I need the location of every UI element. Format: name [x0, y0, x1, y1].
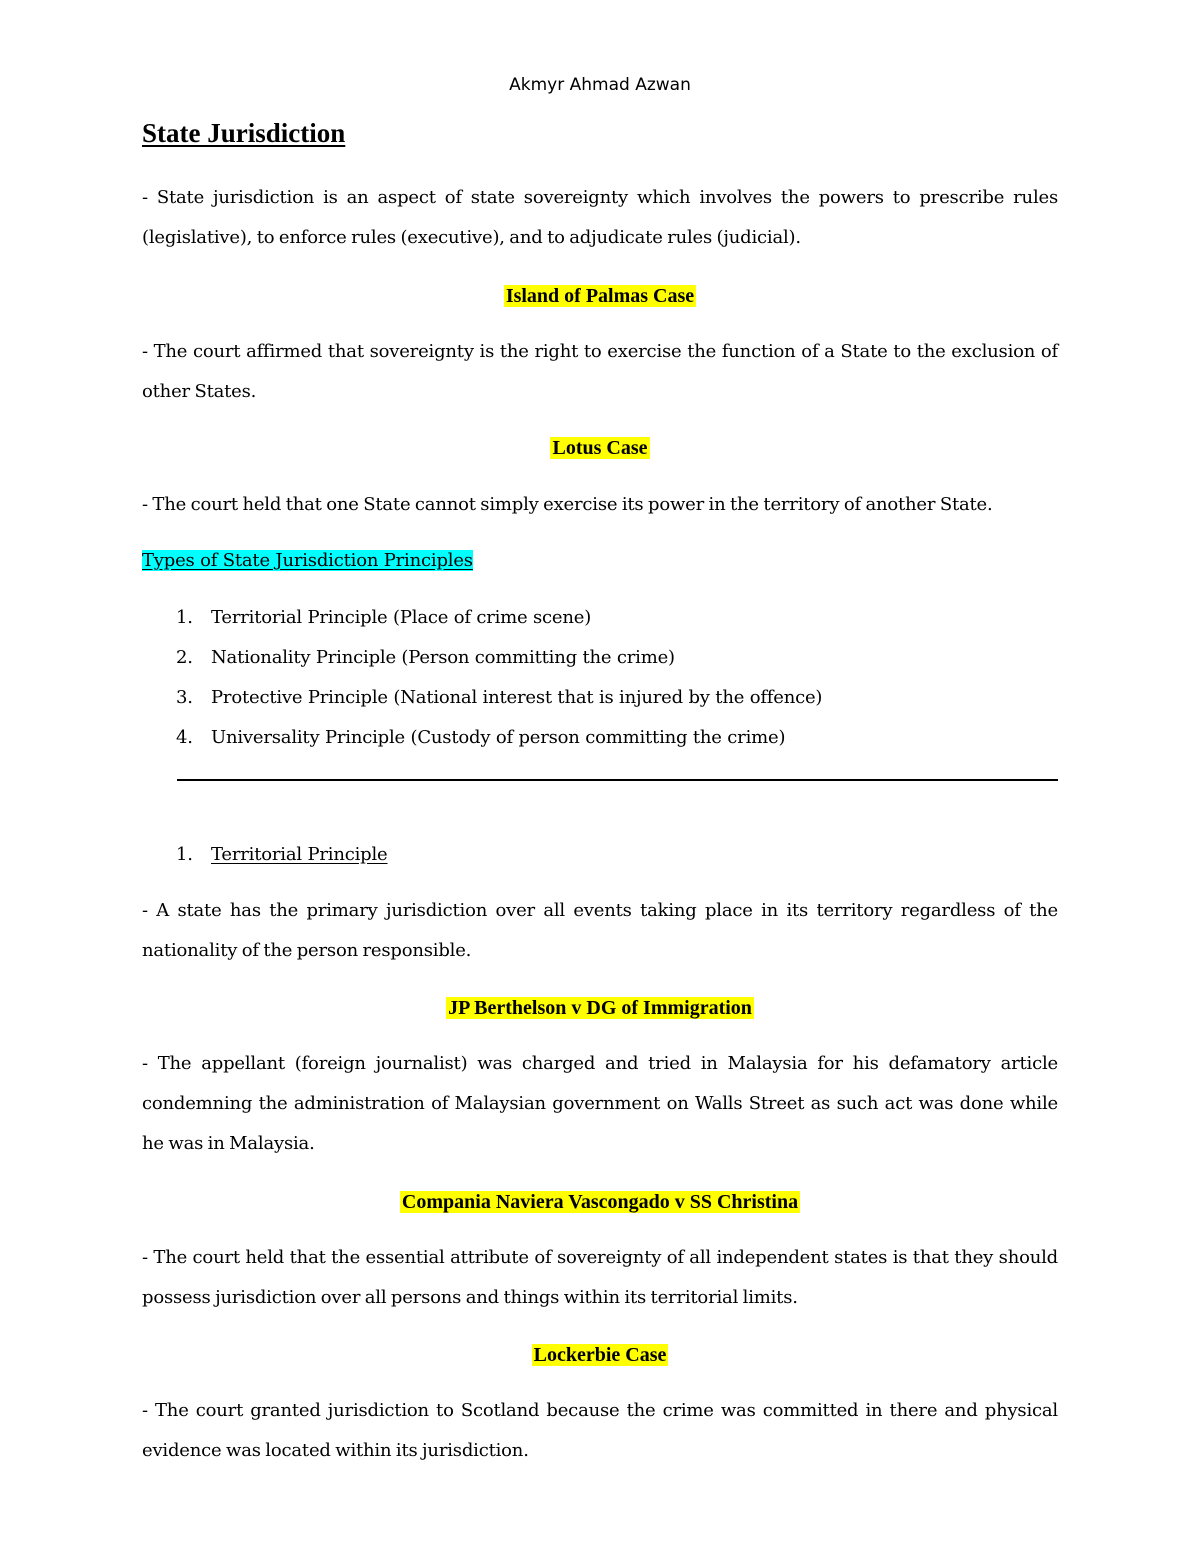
sub-heading-number: 1.: [176, 844, 193, 865]
list-item: [176, 643, 1056, 683]
horizontal-divider: [177, 779, 1058, 781]
intro-paragraph: - State jurisdiction is an aspect of state sovereignty which involves the powers to prescribe rules (legislative), to enforce rules (executive), and to adjudicate rules (judicial).: [142, 187, 1058, 248]
page-header-author: Akmyr Ahmad Azwan: [509, 75, 691, 95]
case-summary-compania-naviera: - The court held that the essential attribute of sovereignty of all independent states is that they should possess jurisdiction over all persons and things within its territorial limits.: [142, 1247, 1058, 1308]
sub-heading-label: Territorial Principle: [211, 844, 388, 865]
case-heading-lockerbie: [142, 1340, 1058, 1370]
types-heading-label: Types of State Jurisdiction Principles: [142, 550, 473, 571]
case-heading-berthelson: [142, 993, 1058, 1023]
case-summary-island-of-palmas: - The court affirmed that sovereignty is the right to exercise the function of a State to the exclusion of other States.: [142, 341, 1058, 402]
list-item-number: 3.: [176, 687, 193, 708]
list-item-number: 1.: [176, 607, 193, 628]
case-summary-lockerbie: - The court granted jurisdiction to Scotland because the crime was committed in there and physical evidence was located within its jurisdiction.: [142, 1400, 1058, 1461]
list-item-text: Protective Principle (National interest that is injured by the offence): [211, 687, 823, 708]
list-item-text: Nationality Principle (Person committing the crime): [211, 647, 675, 668]
case-heading-label: Island of Palmas Case: [505, 285, 695, 307]
case-heading-label: JP Berthelson v DG of Immigration: [448, 997, 752, 1019]
case-heading-lotus: [142, 433, 1058, 463]
list-item-text: Universality Principle (Custody of person committing the crime): [211, 727, 786, 748]
territorial-principle-heading: [176, 840, 388, 870]
territorial-description: - A state has the primary jurisdiction over all events taking place in its territory regardless of the nationality of the person responsible.: [142, 900, 1058, 961]
case-heading-label: Compania Naviera Vascongado v SS Christina: [401, 1191, 799, 1213]
list-item: [176, 603, 1056, 643]
case-heading-label: Lockerbie Case: [533, 1344, 667, 1366]
case-heading-island-of-palmas: [142, 281, 1058, 311]
case-heading-label: Lotus Case: [552, 437, 648, 459]
list-item-number: 2.: [176, 647, 193, 668]
list-item-text: Territorial Principle (Place of crime scene): [211, 607, 592, 628]
list-item: [176, 683, 1056, 723]
list-item: [176, 723, 1056, 763]
types-heading: [142, 546, 473, 576]
case-summary-berthelson: - The appellant (foreign journalist) was charged and tried in Malaysia for his defamatory article condemning the administration of Malaysian government on Walls Street as such act was done while he was in Malaysia.: [142, 1053, 1058, 1154]
principles-list: [176, 603, 1056, 763]
case-heading-compania-naviera: [142, 1187, 1058, 1217]
page-title: State Jurisdiction: [142, 118, 346, 148]
case-summary-lotus: - The court held that one State cannot simply exercise its power in the territory of another State.: [142, 494, 993, 515]
list-item-number: 4.: [176, 727, 193, 748]
